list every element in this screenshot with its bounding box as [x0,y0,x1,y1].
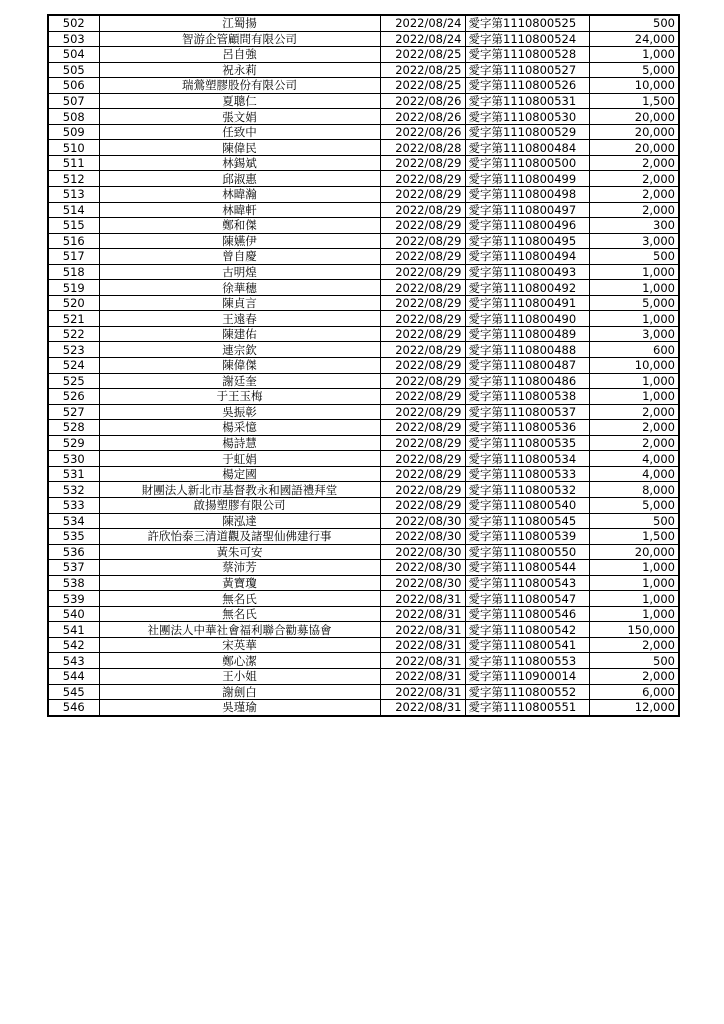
row-number: 509 [48,124,99,140]
receipt-number: 愛字第1110800536 [465,420,589,436]
row-number: 533 [48,497,99,513]
donation-amount: 2,000 [589,187,679,203]
table-row [48,342,679,358]
donation-date: 2022/08/29 [380,187,465,203]
donor-name: 鄭和傑 [99,218,380,234]
table-row [48,420,679,436]
receipt-number: 愛字第1110800528 [465,47,589,63]
donor-name: 王遠春 [99,311,380,327]
donation-amount: 600 [589,342,679,358]
table-row [48,171,679,187]
donor-name: 無名氏 [99,591,380,607]
receipt-number: 愛字第1110800495 [465,233,589,249]
donor-name: 吳振彰 [99,404,380,420]
donor-name: 蔡沛芳 [99,560,380,576]
table-row [48,575,679,591]
row-number: 537 [48,560,99,576]
donation-date: 2022/08/29 [380,358,465,374]
donation-amount: 2,000 [589,155,679,171]
donation-amount: 2,000 [589,202,679,218]
donation-amount: 10,000 [589,358,679,374]
row-number: 529 [48,435,99,451]
donor-name: 林暐軒 [99,202,380,218]
receipt-number: 愛字第1110800539 [465,529,589,545]
table-row [48,637,679,653]
row-number: 514 [48,202,99,218]
row-number: 511 [48,155,99,171]
donation-date: 2022/08/31 [380,653,465,669]
donation-amount: 6,000 [589,684,679,700]
donor-name: 宋英華 [99,637,380,653]
row-number: 523 [48,342,99,358]
row-number: 519 [48,280,99,296]
donation-amount: 1,000 [589,280,679,296]
donor-name: 江蜀揚 [99,15,380,31]
donation-amount: 10,000 [589,78,679,94]
table-row [48,31,679,47]
donor-name: 黃寶瓊 [99,575,380,591]
receipt-number: 愛字第1110800547 [465,591,589,607]
receipt-number: 愛字第1110800550 [465,544,589,560]
donation-date: 2022/08/31 [380,668,465,684]
donation-date: 2022/08/31 [380,591,465,607]
receipt-number: 愛字第1110800493 [465,264,589,280]
receipt-number: 愛字第1110800524 [465,31,589,47]
receipt-number: 愛字第1110800497 [465,202,589,218]
donation-amount: 500 [589,15,679,31]
donation-date: 2022/08/26 [380,124,465,140]
table-row [48,606,679,622]
donor-name: 林暐瀚 [99,187,380,203]
donor-name: 陳偉傑 [99,358,380,374]
donation-amount: 20,000 [589,109,679,125]
donation-amount: 3,000 [589,233,679,249]
donor-name: 連宗欽 [99,342,380,358]
row-number: 521 [48,311,99,327]
donor-name: 智游企管顧問有限公司 [99,31,380,47]
row-number: 543 [48,653,99,669]
row-number: 528 [48,420,99,436]
row-number: 520 [48,295,99,311]
donation-amount: 2,000 [589,404,679,420]
donation-table [47,14,680,717]
donor-name: 陳建佑 [99,326,380,342]
donor-name: 財團法人新北市基督教永和國語禮拜堂 [99,482,380,498]
row-number: 504 [48,47,99,63]
donation-amount: 2,000 [589,668,679,684]
receipt-number: 愛字第1110800537 [465,404,589,420]
row-number: 512 [48,171,99,187]
donor-name: 楊采憶 [99,420,380,436]
table-row [48,233,679,249]
donation-amount: 5,000 [589,295,679,311]
donation-date: 2022/08/29 [380,295,465,311]
receipt-number: 愛字第1110900014 [465,668,589,684]
donor-name: 謝廷奎 [99,373,380,389]
receipt-number: 愛字第1110800545 [465,513,589,529]
table-row [48,404,679,420]
donor-name: 呂自強 [99,47,380,63]
donor-name: 楊定國 [99,466,380,482]
donation-date: 2022/08/29 [380,218,465,234]
table-row [48,358,679,374]
donation-date: 2022/08/29 [380,249,465,265]
receipt-number: 愛字第1110800553 [465,653,589,669]
donation-date: 2022/08/25 [380,47,465,63]
donation-amount: 1,000 [589,311,679,327]
row-number: 526 [48,389,99,405]
donor-name: 陳泓達 [99,513,380,529]
receipt-number: 愛字第1110800535 [465,435,589,451]
donation-date: 2022/08/29 [380,482,465,498]
donation-date: 2022/08/31 [380,637,465,653]
row-number: 531 [48,466,99,482]
receipt-number: 愛字第1110800487 [465,358,589,374]
row-number: 505 [48,62,99,78]
table-row [48,124,679,140]
donation-date: 2022/08/29 [380,451,465,467]
row-number: 503 [48,31,99,47]
row-number: 541 [48,622,99,638]
row-number: 510 [48,140,99,156]
receipt-number: 愛字第1110800530 [465,109,589,125]
donation-date: 2022/08/30 [380,529,465,545]
table-row [48,435,679,451]
donor-name: 陳貞言 [99,295,380,311]
donation-date: 2022/08/29 [380,342,465,358]
table-row [48,684,679,700]
receipt-number: 愛字第1110800489 [465,326,589,342]
row-number: 522 [48,326,99,342]
row-number: 508 [48,109,99,125]
row-number: 536 [48,544,99,560]
donation-date: 2022/08/29 [380,264,465,280]
donor-name: 無名氏 [99,606,380,622]
donor-name: 于王玉梅 [99,389,380,405]
receipt-number: 愛字第1110800544 [465,560,589,576]
donation-date: 2022/08/29 [380,202,465,218]
receipt-number: 愛字第1110800534 [465,451,589,467]
table-row [48,311,679,327]
donation-date: 2022/08/29 [380,389,465,405]
donation-date: 2022/08/29 [380,280,465,296]
row-number: 506 [48,78,99,94]
receipt-number: 愛字第1110800499 [465,171,589,187]
table-row [48,653,679,669]
row-number: 544 [48,668,99,684]
row-number: 538 [48,575,99,591]
receipt-number: 愛字第1110800529 [465,124,589,140]
donor-name: 黃朱可安 [99,544,380,560]
donation-amount: 20,000 [589,544,679,560]
donor-name: 吳瑾瑜 [99,700,380,716]
donation-amount: 20,000 [589,124,679,140]
table-row [48,62,679,78]
receipt-number: 愛字第1110800488 [465,342,589,358]
receipt-number: 愛字第1110800526 [465,78,589,94]
row-number: 542 [48,637,99,653]
donation-date: 2022/08/29 [380,155,465,171]
table-row [48,187,679,203]
receipt-number: 愛字第1110800538 [465,389,589,405]
table-row [48,140,679,156]
donation-amount: 2,000 [589,637,679,653]
donation-date: 2022/08/29 [380,171,465,187]
table-row [48,451,679,467]
donation-amount: 1,000 [589,591,679,607]
table-row [48,513,679,529]
table-row [48,295,679,311]
donation-amount: 5,000 [589,62,679,78]
receipt-number: 愛字第1110800546 [465,606,589,622]
row-number: 545 [48,684,99,700]
donor-name: 于虹娟 [99,451,380,467]
donation-date: 2022/08/26 [380,109,465,125]
table-row [48,218,679,234]
donation-amount: 3,000 [589,326,679,342]
donation-amount: 500 [589,249,679,265]
receipt-number: 愛字第1110800500 [465,155,589,171]
donor-name: 邱淑惠 [99,171,380,187]
receipt-number: 愛字第1110800532 [465,482,589,498]
table-row [48,622,679,638]
donation-date: 2022/08/31 [380,606,465,622]
receipt-number: 愛字第1110800527 [465,62,589,78]
donation-date: 2022/08/25 [380,62,465,78]
donation-date: 2022/08/29 [380,326,465,342]
donation-date: 2022/08/29 [380,233,465,249]
row-number: 502 [48,15,99,31]
row-number: 507 [48,93,99,109]
row-number: 534 [48,513,99,529]
donation-amount: 1,500 [589,93,679,109]
donation-date: 2022/08/30 [380,560,465,576]
donor-name: 陳嬿伊 [99,233,380,249]
row-number: 546 [48,700,99,716]
donation-amount: 1,000 [589,606,679,622]
donation-date: 2022/08/25 [380,78,465,94]
donor-name: 夏聰仁 [99,93,380,109]
donation-amount: 4,000 [589,466,679,482]
donor-name: 張文娟 [99,109,380,125]
donation-date: 2022/08/31 [380,700,465,716]
donor-name: 王小姐 [99,668,380,684]
table-row [48,373,679,389]
donor-name: 陳偉民 [99,140,380,156]
receipt-number: 愛字第1110800525 [465,15,589,31]
receipt-number: 愛字第1110800543 [465,575,589,591]
receipt-number: 愛字第1110800498 [465,187,589,203]
receipt-number: 愛字第1110800496 [465,218,589,234]
table-row [48,155,679,171]
donation-amount: 4,000 [589,451,679,467]
donation-table-body [48,15,679,716]
table-row [48,482,679,498]
table-row [48,389,679,405]
table-row [48,47,679,63]
donation-amount: 300 [589,218,679,234]
donation-amount: 2,000 [589,435,679,451]
table-row [48,249,679,265]
donation-amount: 2,000 [589,420,679,436]
donation-amount: 1,000 [589,264,679,280]
donation-amount: 24,000 [589,31,679,47]
receipt-number: 愛字第1110800531 [465,93,589,109]
donation-amount: 150,000 [589,622,679,638]
receipt-number: 愛字第1110800491 [465,295,589,311]
donation-amount: 1,000 [589,560,679,576]
donation-amount: 5,000 [589,497,679,513]
donor-name: 瑞鶯塑膠股份有限公司 [99,78,380,94]
row-number: 532 [48,482,99,498]
table-row [48,264,679,280]
receipt-number: 愛字第1110800533 [465,466,589,482]
donation-amount: 500 [589,513,679,529]
receipt-number: 愛字第1110800552 [465,684,589,700]
receipt-number: 愛字第1110800490 [465,311,589,327]
donation-date: 2022/08/24 [380,15,465,31]
donation-date: 2022/08/29 [380,435,465,451]
donation-amount: 1,500 [589,529,679,545]
donation-amount: 1,000 [589,389,679,405]
donation-amount: 1,000 [589,575,679,591]
receipt-number: 愛字第1110800494 [465,249,589,265]
donation-amount: 8,000 [589,482,679,498]
donation-amount: 12,000 [589,700,679,716]
receipt-number: 愛字第1110800484 [465,140,589,156]
donor-name: 任致中 [99,124,380,140]
donor-name: 古明煌 [99,264,380,280]
donor-name: 徐華穗 [99,280,380,296]
donor-name: 謝劍白 [99,684,380,700]
donation-amount: 2,000 [589,171,679,187]
donation-date: 2022/08/31 [380,622,465,638]
receipt-number: 愛字第1110800492 [465,280,589,296]
donation-date: 2022/08/29 [380,373,465,389]
donor-name: 曾自慶 [99,249,380,265]
row-number: 525 [48,373,99,389]
receipt-number: 愛字第1110800541 [465,637,589,653]
donor-name: 鄭心潔 [99,653,380,669]
receipt-number: 愛字第1110800551 [465,700,589,716]
donation-date: 2022/08/29 [380,404,465,420]
donation-date: 2022/08/30 [380,513,465,529]
donor-name: 啟揚塑膠有限公司 [99,497,380,513]
donation-amount: 20,000 [589,140,679,156]
donation-date: 2022/08/24 [380,31,465,47]
donation-date: 2022/08/29 [380,497,465,513]
table-row [48,15,679,31]
row-number: 539 [48,591,99,607]
table-row [48,202,679,218]
table-row [48,591,679,607]
donor-name: 祝永莉 [99,62,380,78]
donation-date: 2022/08/31 [380,684,465,700]
donation-amount: 1,000 [589,373,679,389]
donation-date: 2022/08/29 [380,466,465,482]
row-number: 515 [48,218,99,234]
table-row [48,93,679,109]
table-row [48,529,679,545]
table-row [48,78,679,94]
table-row [48,668,679,684]
row-number: 516 [48,233,99,249]
donor-name: 許欣怡泰三清道觀及諸聖仙佛建行事 [99,529,380,545]
row-number: 517 [48,249,99,265]
donation-date: 2022/08/30 [380,575,465,591]
table-row [48,700,679,716]
donor-name: 楊詩慧 [99,435,380,451]
row-number: 535 [48,529,99,545]
table-row [48,280,679,296]
donation-date: 2022/08/29 [380,311,465,327]
donation-date: 2022/08/26 [380,93,465,109]
receipt-number: 愛字第1110800486 [465,373,589,389]
table-row [48,466,679,482]
donation-date: 2022/08/28 [380,140,465,156]
receipt-number: 愛字第1110800540 [465,497,589,513]
table-row [48,560,679,576]
donation-date: 2022/08/30 [380,544,465,560]
row-number: 513 [48,187,99,203]
donor-name: 林錫斌 [99,155,380,171]
row-number: 518 [48,264,99,280]
donation-amount: 500 [589,653,679,669]
table-row [48,544,679,560]
donor-name: 社團法人中華社會福利聯合勸募協會 [99,622,380,638]
donation-amount: 1,000 [589,47,679,63]
table-row [48,326,679,342]
row-number: 530 [48,451,99,467]
table-row [48,497,679,513]
row-number: 540 [48,606,99,622]
row-number: 527 [48,404,99,420]
receipt-number: 愛字第1110800542 [465,622,589,638]
donation-date: 2022/08/29 [380,420,465,436]
row-number: 524 [48,358,99,374]
table-row [48,109,679,125]
